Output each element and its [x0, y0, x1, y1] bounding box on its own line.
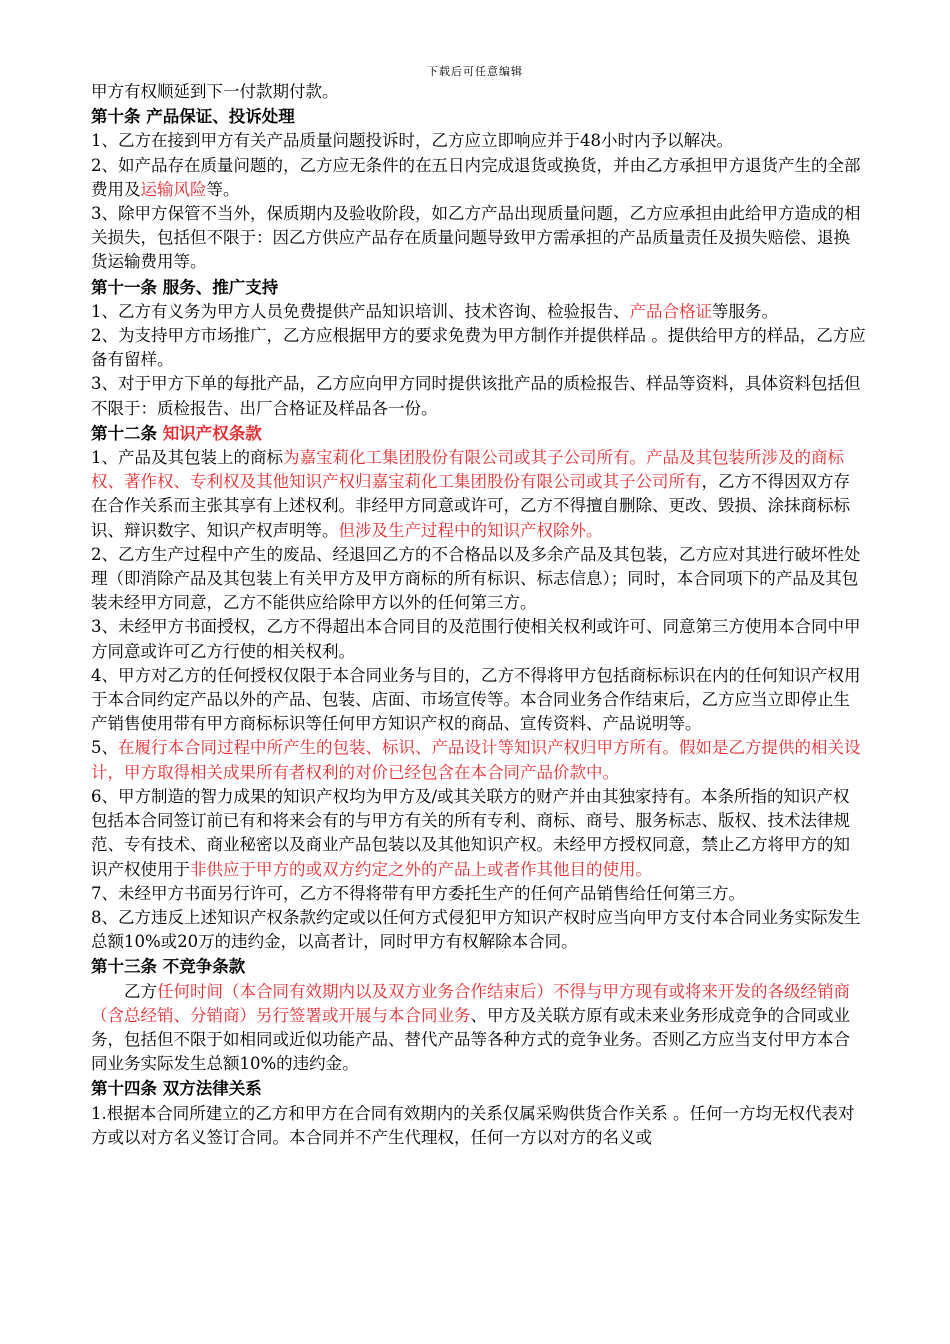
highlighted-text: 产品合格证	[629, 301, 712, 321]
text-run: 甲方有权顺延到下一付款期付款。	[91, 82, 339, 101]
text-run: 3、对于甲方下单的每批产品，乙方应向甲方同时提供该批产品的质检报告、样品等资料，具体资料包括但不限于：质检报告、出厂合格证及样品各一份。	[91, 374, 861, 418]
paragraph	[91, 1102, 866, 1150]
header-note: 下载后可任意编辑	[427, 65, 523, 78]
highlighted-text: 但涉及生产过程中的知识产权除外。	[338, 520, 603, 540]
highlighted-text: 在履行本合同过程中所产生的包装、标识、产品设计等知识产权归甲方所有。假如是乙方提供的相关设计，甲方取得相关成果所有者权利的对价已经包含在本合同产品价款中。	[91, 738, 861, 782]
text-run: 8、乙方违反上述知识产权条款约定或以任何方式侵犯甲方知识产权时应当向甲方支付本合同业务实际发生总额10%或20万的违约金，以高者计，同时甲方有权解除本合同。	[91, 907, 861, 952]
paragraph	[91, 80, 866, 104]
text-run: 第十条 产品保证、投诉处理	[91, 107, 295, 127]
section-heading	[91, 955, 866, 979]
text-run: 、甲方及关联方原有或未来业务形成竞争的合同或业务，包括但不限于如相同或近似功能产品、替代产品等各种方式的竞争业务。否则乙方应当支付甲方本合同业务实际发生总额10%的违约金。	[91, 1005, 850, 1074]
paragraph	[91, 324, 866, 372]
paragraph	[91, 664, 866, 737]
paragraph	[91, 202, 866, 275]
text-run: 6、甲方制造的智力成果的知识产权均为甲方及/或其关联方的财产并由其独家持有。本条所指的知识产权包括本合同签订前已有和将来会有的与甲方有关的所有专利、商标、商号、服务标志、版权、技术法律规范、专有技术、商业秘密以及商业产品包装以及其他知识产权。未经甲方授权同意，禁止乙方将甲方的知识产权使用于	[91, 786, 850, 879]
paragraph	[91, 980, 866, 1077]
text-run: 1、乙方在接到甲方有关产品质量问题投诉时，乙方应立即响应并于48小时内予以解决。	[91, 131, 733, 151]
text-run: 4、甲方对乙方的任何授权仅限于本合同业务与目的，乙方不得将甲方包括商标标识在内的任何知识产权用于本合同约定产品以外的产品、包装、店面、市场宣传等。本合同业务合作结束后，乙方应当立即停止生产销售使用带有甲方商标标识等任何甲方知识产权的商品、宣传资料、产品说明等。	[91, 665, 861, 734]
highlighted-text: 运输风险	[140, 179, 207, 199]
section-heading	[91, 105, 866, 129]
text-run: 3、除甲方保管不当外，保质期内及验收阶段，如乙方产品出现质量问题，乙方应承担由此给甲方造成的相关损失，包括但不限于：因乙方供应产品存在质量问题导致甲方需承担的产品质量责任及损失赔偿、退换货运输费用等。	[91, 204, 861, 272]
highlighted-text: 任何时间（本合同有效期内以及双方业务合作结束后）不得与甲方现有或将来开发的各级经销商（含总经销、分销商）另行签署或开展与本合同业务	[91, 981, 850, 1025]
paragraph	[91, 736, 866, 784]
paragraph	[91, 129, 866, 153]
paragraph	[91, 785, 866, 882]
text-run: 1.根据本合同所建立的乙方和甲方在合同有效期内的关系仅属采购供货合作关系 。任何一方均无权代表对方或以对方名义签订合同。本合同并不产生代理权，任何一方以对方的名义或	[91, 1103, 855, 1147]
paragraph	[91, 882, 866, 906]
text-run: 乙方	[124, 981, 157, 1001]
section-heading	[91, 276, 866, 300]
text-run: 2、乙方生产过程中产生的废品、经退回乙方的不合格品以及多余产品及其包装，乙方应对其进行破坏性处理（即消除产品及其包装上有关甲方及甲方商标的所有标识、标志信息）；同时，本合同项下的产品及其包装未经甲方同意，乙方不能供应给除甲方以外的任何第三方。	[91, 544, 861, 613]
paragraph	[91, 154, 866, 202]
highlighted-text: 为嘉宝莉化工集团股份有限公司或其子公司所有。产品及其包装所涉及的商标权、著作权、专利权及其他知识产权归嘉宝莉化工集团股份有限公司或其子公司所有	[91, 448, 844, 492]
text-run: 1、乙方有义务为甲方人员免费提供产品知识培训、技术咨询、检验报告、	[91, 301, 630, 321]
text-run: 等服务。	[712, 301, 778, 321]
text-run: 第十二条	[91, 423, 163, 443]
paragraph	[91, 906, 866, 954]
text-run: 1、产品及其包装上的商标	[91, 448, 283, 468]
section-heading	[91, 1077, 866, 1101]
highlighted-text: 知识产权条款	[162, 423, 262, 443]
text-run: 2、如产品存在质量问题的，乙方应无条件的在五日内完成退货或换货，并由乙方承担甲方退货产生的全部费用及	[91, 155, 861, 199]
section-heading	[91, 422, 866, 446]
text-run: 3、未经甲方书面授权，乙方不得超出本合同目的及范围行使相关权利或许可、同意第三方使用本合同中甲方同意或许可乙方行使的相关权利。	[91, 617, 861, 661]
text-run: 等。	[206, 179, 240, 199]
paragraph	[91, 300, 866, 324]
text-run: 5、	[91, 738, 118, 758]
document-body	[91, 80, 866, 1150]
highlighted-text: 非供应于甲方的或双方约定之外的产品上或者作其他目的使用。	[190, 859, 652, 879]
paragraph	[91, 543, 866, 616]
paragraph	[91, 372, 866, 420]
paragraph	[91, 615, 866, 663]
text-run: 7、未经甲方书面另行许可，乙方不得将带有甲方委托生产的任何产品销售给任何第三方。	[91, 883, 745, 903]
paragraph	[91, 446, 866, 543]
text-run: 第十一条 服务、推广支持	[91, 277, 279, 297]
text-run: 第十三条 不竞争条款	[91, 957, 246, 977]
text-run: 第十四条 双方法律关系	[91, 1079, 262, 1099]
text-run: ，乙方不得因双方存在合作关系而主张其享有上述权利。非经甲方同意或许可，乙方不得擅自删除、更改、毁损、涂抹商标标识、辩识数字、知识产权声明等。	[91, 472, 850, 540]
text-run: 2、为支持甲方市场推广，乙方应根据甲方的要求免费为甲方制作并提供样品 。提供给甲方的样品，乙方应备有留样。	[91, 326, 866, 370]
